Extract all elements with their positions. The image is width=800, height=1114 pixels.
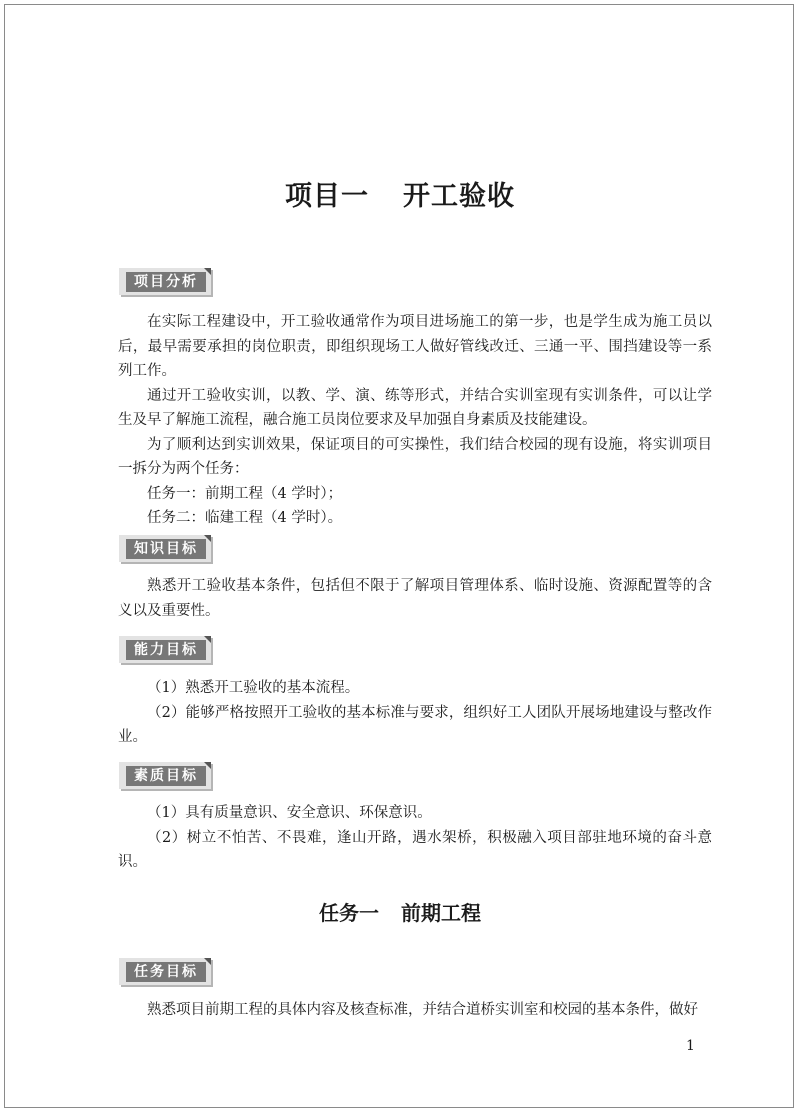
paragraph: 任务一：前期工程（4 学时）； — [147, 485, 343, 502]
paragraph: （1）具有质量意识、安全意识、环保意识。 — [147, 805, 432, 821]
ability-text — [118, 676, 712, 750]
quality-text — [118, 801, 712, 875]
project-number: 项目一 — [285, 181, 369, 212]
section-tag-task-goal — [119, 958, 211, 985]
page-number: 1 — [686, 1038, 695, 1054]
paragraph: （1）熟悉开工验收的基本流程。 — [147, 680, 360, 696]
section-tag-label: 任务目标 — [126, 962, 206, 982]
paragraph: 通过开工验收实训，以教、学、演、练等形式，并结合实训室现有实训条件，可以让学生及早了解施工流程，融合施工员岗位要求及早加强自身素质及技能建设。 — [118, 387, 712, 428]
analysis-text — [118, 310, 712, 531]
paragraph: 在实际工程建设中，开工验收通常作为项目进场施工的第一步，也是学生成为施工员以后，最早需要承担的岗位职责，即组织现场工人做好管线改迁、三通一平、围挡建设等一系列工作。 — [118, 314, 712, 379]
paragraph: （2）树立不怕苦、不畏难，逢山开路，遇水架桥，积极融入项目部驻地环境的奋斗意识。 — [118, 829, 712, 870]
knowledge-text — [118, 574, 712, 623]
section-tag-knowledge — [119, 535, 211, 562]
section-tag-label: 素质目标 — [126, 766, 206, 786]
paragraph: 为了顺利达到实训效果，保证项目的可实操性，我们结合校园的现有设施，将实训项目一拆分为两个任务： — [118, 436, 712, 477]
section-tag-label: 知识目标 — [126, 539, 206, 559]
section-tag-analysis — [119, 268, 211, 295]
task-name: 前期工程 — [401, 901, 481, 925]
section-tag-ability — [119, 636, 211, 663]
section-tag-label: 项目分析 — [126, 272, 206, 292]
project-name: 开工验收 — [403, 181, 515, 212]
project-title — [0, 174, 800, 213]
paragraph: （2）能够严格按照开工验收的基本标准与要求，组织好工人团队开展场地建设与整改作业。 — [118, 704, 712, 745]
paragraph: 任务二：临建工程（4 学时）。 — [147, 510, 343, 526]
task-goal-text — [118, 998, 712, 1023]
task-title — [0, 897, 800, 926]
paragraph: 熟悉开工验收基本条件，包括但不限于了解项目管理体系、临时设施、资源配置等的含义以及重要性。 — [118, 578, 712, 619]
section-tag-quality — [119, 762, 211, 789]
section-tag-label: 能力目标 — [126, 640, 206, 660]
task-number: 任务一 — [319, 901, 379, 925]
paragraph: 熟悉项目前期工程的具体内容及核查标准，并结合道桥实训室和校园的基本条件，做好 — [147, 1002, 698, 1018]
